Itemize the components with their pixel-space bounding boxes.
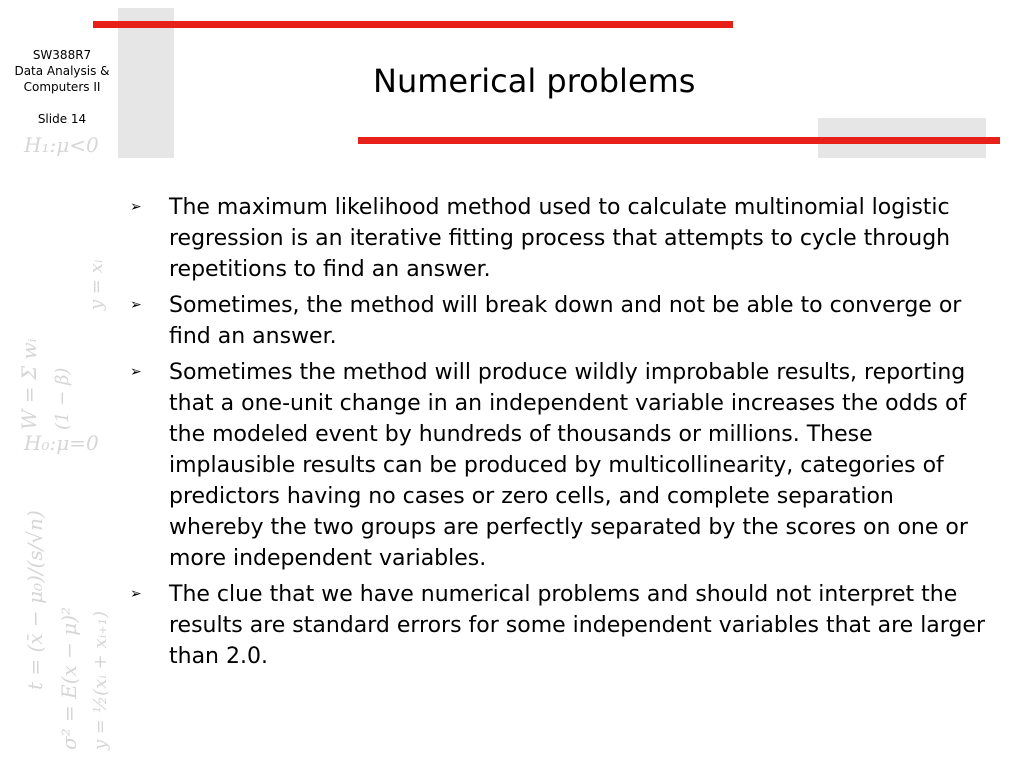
course-info (0, 47, 124, 127)
bullet-text: Sometimes, the method will break down and not be able to converge or find an answer. (169, 293, 962, 349)
bullet-text: The maximum likelihood method used to calculate multinomial logistic regression is an iterative fitting process that attempts to cycle through repetitions to find an answer. (169, 195, 951, 282)
bullet-text: The clue that we have numerical problems and should not interpret the results are standard errors for some independent variables that are larger than 2.0. (169, 582, 985, 669)
bullet-arrow-icon: ➢ (130, 199, 142, 215)
decor-red-line-bottom (358, 137, 1000, 144)
bullet-list (130, 192, 990, 677)
decor-red-line-top (93, 21, 733, 28)
bullet-item (130, 579, 990, 672)
bullet-item (130, 357, 990, 574)
watermark-h1: H₁:μ<0 (24, 133, 99, 157)
watermark-w: W = Σ wᵢ (17, 338, 41, 430)
math-formula-watermark-graphic (6, 130, 118, 760)
watermark-sigma: σ² = E(x − μ)² (57, 606, 81, 750)
watermark-y1: y = xᵢ (86, 259, 107, 310)
course-name-line2: Computers II (23, 80, 101, 94)
course-name-line1: Data Analysis & (14, 64, 110, 78)
watermark-misc: (1 − β) (52, 367, 73, 430)
bullet-item (130, 192, 990, 285)
slide-title: Numerical problems (373, 62, 696, 100)
slide-number: Slide 14 (37, 112, 87, 126)
math-formula-watermark (6, 130, 118, 760)
decor-gray-block-left (118, 8, 174, 158)
watermark-t: t = (x̄ − μ₀)/(s/√n) (23, 510, 47, 690)
bullet-arrow-icon: ➢ (130, 297, 142, 313)
bullet-arrow-icon: ➢ (130, 364, 142, 380)
course-code: SW388R7 (32, 48, 92, 62)
bullet-text: Sometimes the method will produce wildly improbable results, reporting that a one-unit change in an independent variable increases the odds of the modeled event by hundreds of thousands or millions. These implausible results can be produced by multicollinearity, categories of predictors having no cases or zero cells, and complete separation whereby the two groups are perfectly separated by the scores on one or more independent variables. (169, 360, 968, 571)
watermark-y2: y = ½(xᵢ + xᵢ₊₁) (90, 611, 111, 750)
bullet-arrow-icon: ➢ (130, 586, 142, 602)
bullet-item (130, 290, 990, 352)
watermark-h0: H₀:μ=0 (24, 431, 99, 455)
